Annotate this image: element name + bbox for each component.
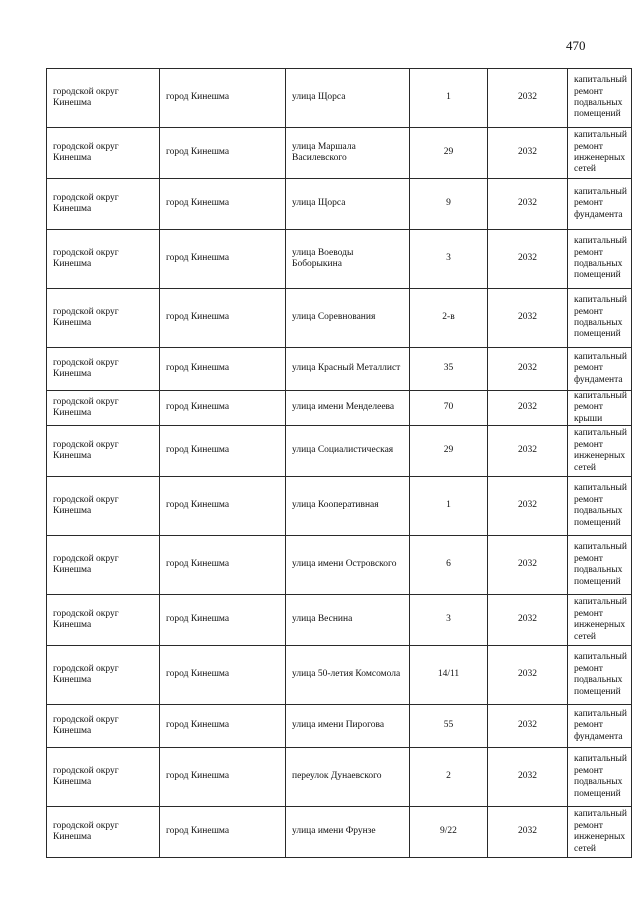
house-number-cell: 35 (410, 348, 488, 391)
work-type-cell: капитальный ремонт фундамента (568, 179, 632, 230)
year-cell: 2032 (488, 128, 568, 179)
city-cell: город Кинешма (160, 595, 286, 646)
city-cell: город Кинешма (160, 391, 286, 426)
city-cell: город Кинешма (160, 348, 286, 391)
city-cell: город Кинешма (160, 179, 286, 230)
house-number-cell: 9/22 (410, 807, 488, 858)
table-row (47, 289, 632, 348)
year-cell: 2032 (488, 748, 568, 807)
city-cell: город Кинешма (160, 69, 286, 128)
street-cell: улица 50-летия Комсомола (286, 646, 410, 705)
work-type-cell: капитальный ремонт подвальных помещений (568, 230, 632, 289)
street-cell: улица имени Менделеева (286, 391, 410, 426)
city-cell: город Кинешма (160, 646, 286, 705)
street-cell: улица Красный Металлист (286, 348, 410, 391)
house-number-cell: 14/11 (410, 646, 488, 705)
year-cell: 2032 (488, 807, 568, 858)
municipality-cell: городской округ Кинешма (47, 748, 160, 807)
house-number-cell: 1 (410, 477, 488, 536)
house-number-cell: 3 (410, 595, 488, 646)
city-cell: город Кинешма (160, 426, 286, 477)
municipality-cell: городской округ Кинешма (47, 807, 160, 858)
table-row (47, 230, 632, 289)
municipality-cell: городской округ Кинешма (47, 69, 160, 128)
municipality-cell: городской округ Кинешма (47, 391, 160, 426)
street-cell: улица Воеводы Боборыкина (286, 230, 410, 289)
house-number-cell: 29 (410, 128, 488, 179)
street-cell: улица Веснина (286, 595, 410, 646)
street-cell: улица Маршала Василевского (286, 128, 410, 179)
city-cell: город Кинешма (160, 807, 286, 858)
work-type-cell: капитальный ремонт инженерных сетей (568, 807, 632, 858)
work-type-cell: капитальный ремонт фундамента (568, 705, 632, 748)
street-cell: улица имени Островского (286, 536, 410, 595)
city-cell: город Кинешма (160, 477, 286, 536)
municipality-cell: городской округ Кинешма (47, 705, 160, 748)
street-cell: улица Щорса (286, 69, 410, 128)
table-row (47, 646, 632, 705)
year-cell: 2032 (488, 230, 568, 289)
year-cell: 2032 (488, 391, 568, 426)
house-number-cell: 1 (410, 69, 488, 128)
table-row (47, 748, 632, 807)
work-type-cell: капитальный ремонт инженерных сетей (568, 128, 632, 179)
table-row (47, 391, 632, 426)
work-type-cell: капитальный ремонт подвальных помещений (568, 289, 632, 348)
year-cell: 2032 (488, 595, 568, 646)
year-cell: 2032 (488, 69, 568, 128)
house-number-cell: 70 (410, 391, 488, 426)
work-type-cell: капитальный ремонт подвальных помещений (568, 646, 632, 705)
table-row (47, 69, 632, 128)
city-cell: город Кинешма (160, 289, 286, 348)
work-type-cell: капитальный ремонт подвальных помещений (568, 477, 632, 536)
municipality-cell: городской округ Кинешма (47, 426, 160, 477)
street-cell: улица имени Пирогова (286, 705, 410, 748)
registry-table (46, 68, 632, 858)
municipality-cell: городской округ Кинешма (47, 179, 160, 230)
table-row (47, 807, 632, 858)
page-number: 470 (566, 38, 586, 53)
table-row (47, 426, 632, 477)
work-type-cell: капитальный ремонт крыши (568, 391, 632, 426)
street-cell: улица Соревнования (286, 289, 410, 348)
table-row (47, 705, 632, 748)
table-row (47, 536, 632, 595)
street-cell: переулок Дунаевского (286, 748, 410, 807)
municipality-cell: городской округ Кинешма (47, 128, 160, 179)
table-row (47, 128, 632, 179)
house-number-cell: 6 (410, 536, 488, 595)
year-cell: 2032 (488, 705, 568, 748)
work-type-cell: капитальный ремонт инженерных сетей (568, 595, 632, 646)
year-cell: 2032 (488, 477, 568, 536)
municipality-cell: городской округ Кинешма (47, 595, 160, 646)
municipality-cell: городской округ Кинешма (47, 348, 160, 391)
table-row (47, 179, 632, 230)
house-number-cell: 29 (410, 426, 488, 477)
city-cell: город Кинешма (160, 536, 286, 595)
city-cell: город Кинешма (160, 705, 286, 748)
year-cell: 2032 (488, 646, 568, 705)
table-row (47, 348, 632, 391)
work-type-cell: капитальный ремонт подвальных помещений (568, 748, 632, 807)
municipality-cell: городской округ Кинешма (47, 289, 160, 348)
house-number-cell: 9 (410, 179, 488, 230)
year-cell: 2032 (488, 536, 568, 595)
table-row (47, 595, 632, 646)
municipality-cell: городской округ Кинешма (47, 646, 160, 705)
municipality-cell: городской округ Кинешма (47, 477, 160, 536)
house-number-cell: 3 (410, 230, 488, 289)
work-type-cell: капитальный ремонт фундамента (568, 348, 632, 391)
city-cell: город Кинешма (160, 128, 286, 179)
city-cell: город Кинешма (160, 230, 286, 289)
table-row (47, 477, 632, 536)
street-cell: улица имени Фрунзе (286, 807, 410, 858)
street-cell: улица Кооперативная (286, 477, 410, 536)
municipality-cell: городской округ Кинешма (47, 230, 160, 289)
work-type-cell: капитальный ремонт подвальных помещений (568, 69, 632, 128)
municipality-cell: городской округ Кинешма (47, 536, 160, 595)
year-cell: 2032 (488, 426, 568, 477)
table-body (47, 69, 632, 858)
house-number-cell: 55 (410, 705, 488, 748)
house-number-cell: 2 (410, 748, 488, 807)
street-cell: улица Щорса (286, 179, 410, 230)
year-cell: 2032 (488, 289, 568, 348)
street-cell: улица Социалистическая (286, 426, 410, 477)
work-type-cell: капитальный ремонт инженерных сетей (568, 426, 632, 477)
year-cell: 2032 (488, 348, 568, 391)
city-cell: город Кинешма (160, 748, 286, 807)
work-type-cell: капитальный ремонт подвальных помещений (568, 536, 632, 595)
year-cell: 2032 (488, 179, 568, 230)
house-number-cell: 2-в (410, 289, 488, 348)
